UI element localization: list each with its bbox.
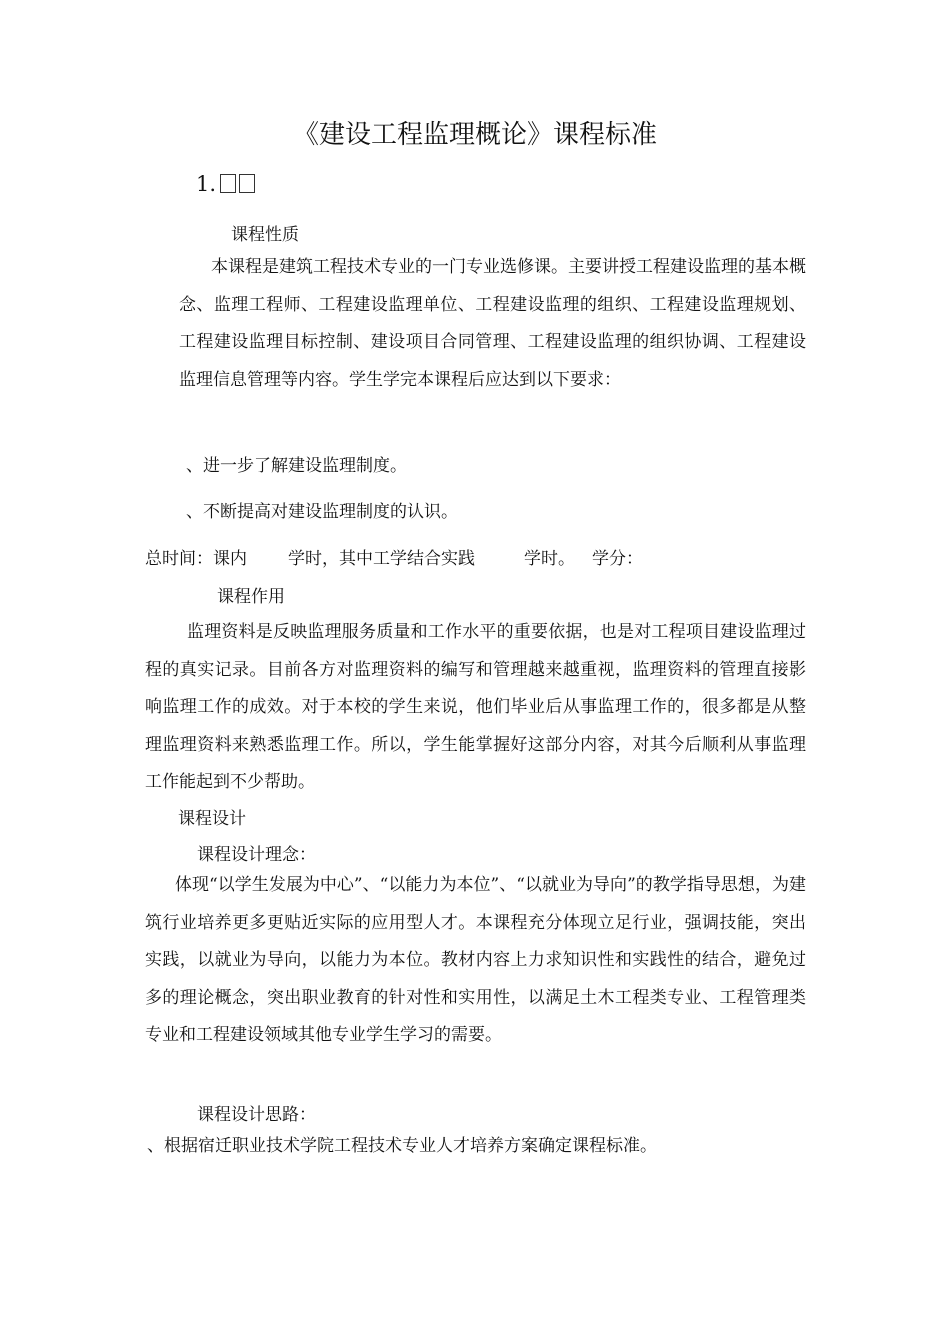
requirement-item-1: 、进一步了解建设监理制度。 <box>186 456 407 476</box>
time-hours-label: 学时。 <box>524 549 575 569</box>
paragraph-course-role: 监理资料是反映监理服务质量和工作水平的重要依据，也是对工程项目建设监理过程的真实记录。目前各方对监理资料的编写和管理越来越重视，监理资料的管理直接影响监理工作的成效。对于本校的学生来说，他们毕业后从事监理工作的，很多都是从整理监理资料来熟悉监理工作。所以，学生能掌握好这部分内容，对其今后顺利从事监理工作能起到不少帮助。 <box>145 622 806 792</box>
credit-label: 学分： <box>592 549 643 569</box>
paragraph-design-concept: 体现“以学生发展为中心”、“以能力为本位”、“以就业为导向”的教学指导思想，为建筑行业培养更多更贴近实际的应用型人才。本课程充分体现立足行业，强调技能，突出实践，以就业为导向，以能力为本位。教材内容上力求知识性和实践性的结合，避免过多的理论概念，突出职业教育的针对性和实用性，以满足土木工程类专业、工程管理类专业和工程建设领域其他专业学生学习的需要。 <box>145 875 806 1045</box>
missing-glyph-boxes <box>220 174 236 193</box>
heading-design-idea: 课程设计思路： <box>197 1105 316 1125</box>
time-total-label: 总时间：课内 <box>145 549 247 569</box>
heading-course-nature: 课程性质 <box>231 225 299 245</box>
heading-design-concept: 课程设计理念： <box>197 845 316 865</box>
document-title: 《建设工程监理概论》课程标准 <box>292 120 657 150</box>
heading-course-role: 课程作用 <box>217 587 285 607</box>
time-practice-label: 学时，其中工学结合实践 <box>288 549 475 569</box>
requirement-item-2: 、不断提高对建设监理制度的认识。 <box>186 502 458 522</box>
section-number: 1. <box>196 172 217 196</box>
paragraph-course-nature: 本课程是建筑工程技术专业的一门专业选修课。主要讲授工程建设监理的基本概念、监理工程师、工程建设监理单位、工程建设监理的组织、工程建设监理规划、工程建设监理目标控制、建设项目合同管理、工程建设监理的组织协调、工程建设监理信息管理等内容。学生学完本课程后应达到以下要求： <box>179 257 806 390</box>
heading-course-design: 课程设计 <box>178 809 246 829</box>
design-idea-item-1: 、根据宿迁职业技术学院工程技术专业人才培养方案确定课程标准。 <box>147 1136 657 1156</box>
section-heading-1 <box>196 170 255 198</box>
